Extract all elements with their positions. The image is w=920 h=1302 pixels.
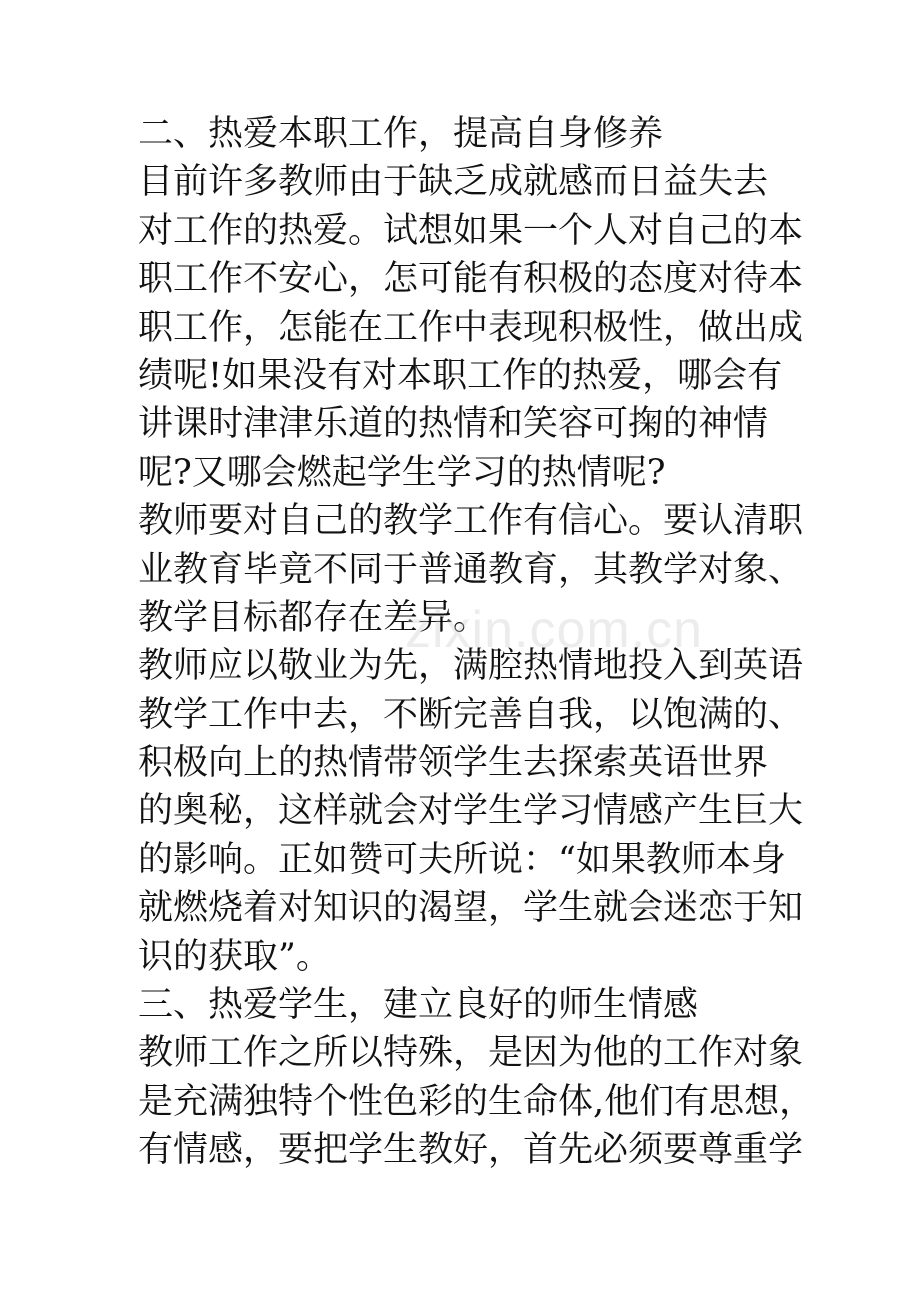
paragraph-line: 教学目标都存在差异。 [138, 597, 489, 638]
paragraph-line: 职工作不安心，怎可能有积极的态度对待本 [138, 259, 804, 300]
paragraph-line: 教学工作中去，不断完善自我，以饱满的、 [138, 694, 804, 735]
paragraph-line: 的影响。正如赞可夫所说：“如果教师本身 [138, 839, 786, 880]
paragraph-line: 业教育毕竟不同于普通教育，其教学对象、 [138, 549, 804, 590]
paragraph-line: 教师工作之所以特殊，是因为他的工作对象 [138, 1033, 804, 1074]
paragraph-line: 对工作的热爱。试想如果一个人对自己的本 [138, 210, 804, 251]
document-body [138, 110, 858, 1175]
paragraph-line: 讲课时津津乐道的热情和笑容可掬的神情 [138, 404, 769, 445]
paragraph-line: 目前许多教师由于缺乏成就感而日益失去 [138, 162, 769, 203]
paragraph-line: 职工作，怎能在工作中表现积极性，做出成 [138, 307, 804, 348]
paragraph-line: 教师应以敬业为先，满腔热情地投入到英语 [138, 646, 804, 687]
paragraph-line: 是充满独特个性色彩的生命体,他们有思想， [138, 1081, 815, 1122]
paragraph-line: 绩呢!如果没有对本职工作的热爱，哪会有 [138, 355, 783, 396]
paragraph-line: 积极向上的热情带领学生去探索英语世界 [138, 743, 769, 784]
paragraph-line: 的奥秘，这样就会对学生学习情感产生巨大 [138, 791, 804, 832]
watermark: zixin.com.cn [405, 601, 704, 659]
paragraph-line: 识的获取”。 [138, 936, 331, 977]
paragraph-line: 呢?又哪会燃起学生学习的热情呢? [138, 452, 666, 493]
section-heading: 三、热爱学生，建立良好的师生情感 [138, 985, 699, 1026]
section-heading: 二、热爱本职工作，提高自身修养 [138, 114, 664, 154]
paragraph-line: 有情感，要把学生教好，首先必须要尊重学 [138, 1130, 804, 1171]
paragraph-line: 教师要对自己的教学工作有信心。要认清职 [138, 501, 804, 542]
paragraph-line: 就燃烧着对知识的渴望，学生就会迷恋于知 [138, 888, 804, 929]
